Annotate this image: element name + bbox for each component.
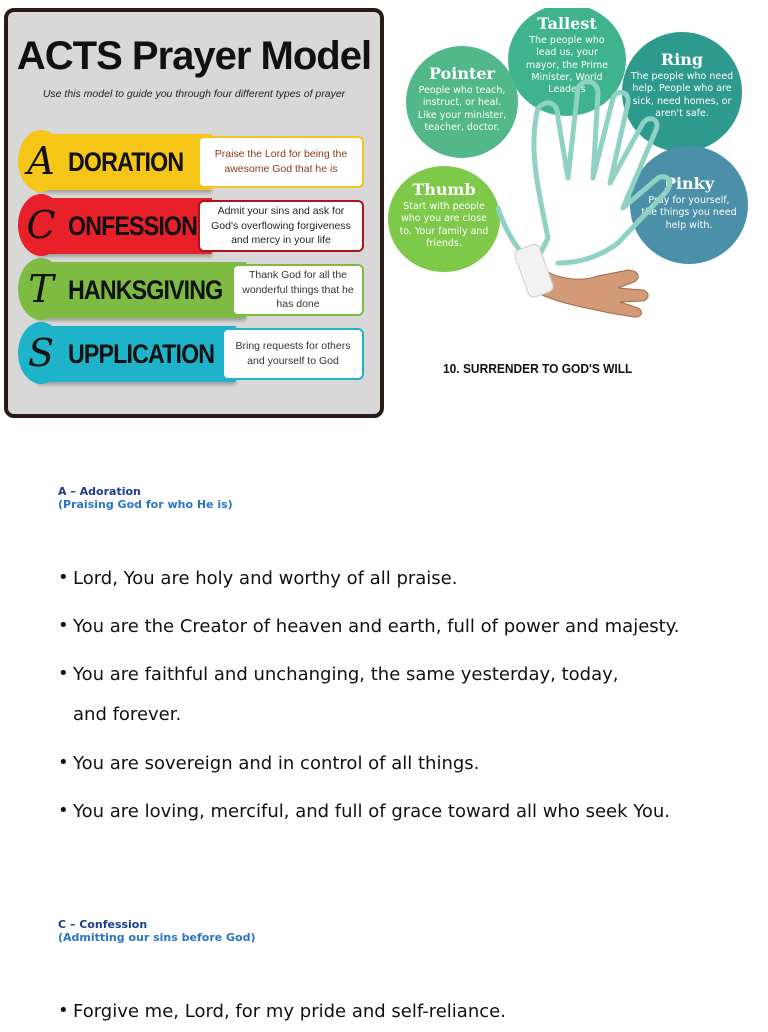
section-heading-adoration — [58, 485, 233, 511]
acts-letter: S — [18, 322, 64, 384]
bullet-icon: • — [58, 800, 69, 821]
adoration-subheading: (Praising God for who He is) — [58, 498, 233, 511]
acts-word: UPPLICATION — [68, 338, 215, 369]
acts-desc: Praise the Lord for being the awesome God that he is — [198, 136, 364, 188]
acts-subtitle: Use this model to guide you through four different types of prayer — [42, 88, 346, 100]
list-item — [58, 992, 718, 1032]
list-item-text: Lord, You are holy and worthy of all praise. — [73, 568, 458, 589]
acts-letter: T — [18, 258, 64, 320]
list-item-text: You are faithful and unchanging, the same yesterday, today, and forever. — [73, 664, 619, 725]
acts-letter: C — [18, 194, 64, 256]
bullet-icon: • — [58, 567, 69, 588]
confession-subheading: (Admitting our sins before God) — [58, 931, 256, 944]
bullet-icon: • — [58, 1000, 69, 1021]
confession-heading: C – Confession — [58, 918, 148, 931]
list-item — [58, 607, 718, 647]
acts-word: DORATION — [68, 146, 184, 177]
acts-word: ONFESSION — [68, 210, 198, 241]
list-item — [58, 744, 718, 784]
hand-outline-icon — [388, 8, 748, 348]
acts-prayer-model-image — [4, 8, 384, 418]
bullet-icon: • — [58, 663, 69, 684]
list-item — [58, 559, 718, 599]
pinky-desc: Pray for yourself, the things you need help with. — [641, 195, 737, 231]
ring-desc: The people who need help. People who are sick, need homes, or aren't safe. — [630, 71, 734, 120]
acts-word: HANKSGIVING — [68, 274, 223, 305]
list-item-text: You are loving, merciful, and full of grace toward all who seek You. — [73, 801, 670, 822]
acts-desc: Thank God for all the wonderful things that he has done — [232, 264, 364, 316]
acts-row-thanksgiving — [18, 258, 368, 318]
acts-row-confession — [18, 194, 368, 254]
section-heading-confession — [58, 918, 256, 944]
thumb-desc: Start with people who you are close to. Your family and friends. — [399, 201, 489, 250]
tallest-desc: The people who lead us, your mayor, the Prime Minister, World Leaders — [525, 35, 609, 96]
acts-desc: Bring requests for others and yourself to God — [222, 328, 364, 380]
pointer-desc: People who teach, instruct, or heal. Like your minister, teacher, doctor. — [417, 85, 507, 134]
ring-title: Ring — [660, 50, 704, 69]
acts-row-supplication — [18, 322, 368, 382]
pointer-title: Pointer — [429, 64, 495, 83]
bullet-icon: • — [58, 615, 69, 636]
list-item-text: You are the Creator of heaven and earth, full of power and majesty. — [73, 616, 680, 637]
list-item-text: Forgive me, Lord, for my pride and self-reliance. — [73, 1001, 506, 1022]
surrender-caption: 10. SURRENDER TO GOD'S WILL — [443, 361, 633, 376]
adoration-heading: A – Adoration — [58, 485, 141, 498]
acts-letter: A — [18, 130, 64, 192]
pinky-title: Pinky — [663, 174, 715, 193]
acts-row-adoration — [18, 130, 368, 190]
five-finger-prayer-image — [388, 8, 748, 408]
thumb-title: Thumb — [412, 180, 476, 199]
list-item — [58, 792, 718, 832]
tallest-title: Tallest — [537, 14, 597, 33]
list-item-text: You are sovereign and in control of all things. — [73, 753, 480, 774]
bullet-icon: • — [58, 752, 69, 773]
acts-title: ACTS Prayer Model — [16, 34, 372, 78]
list-item — [58, 655, 658, 735]
acts-desc: Admit your sins and ask for God's overflowing forgiveness and mercy in your life — [198, 200, 364, 252]
